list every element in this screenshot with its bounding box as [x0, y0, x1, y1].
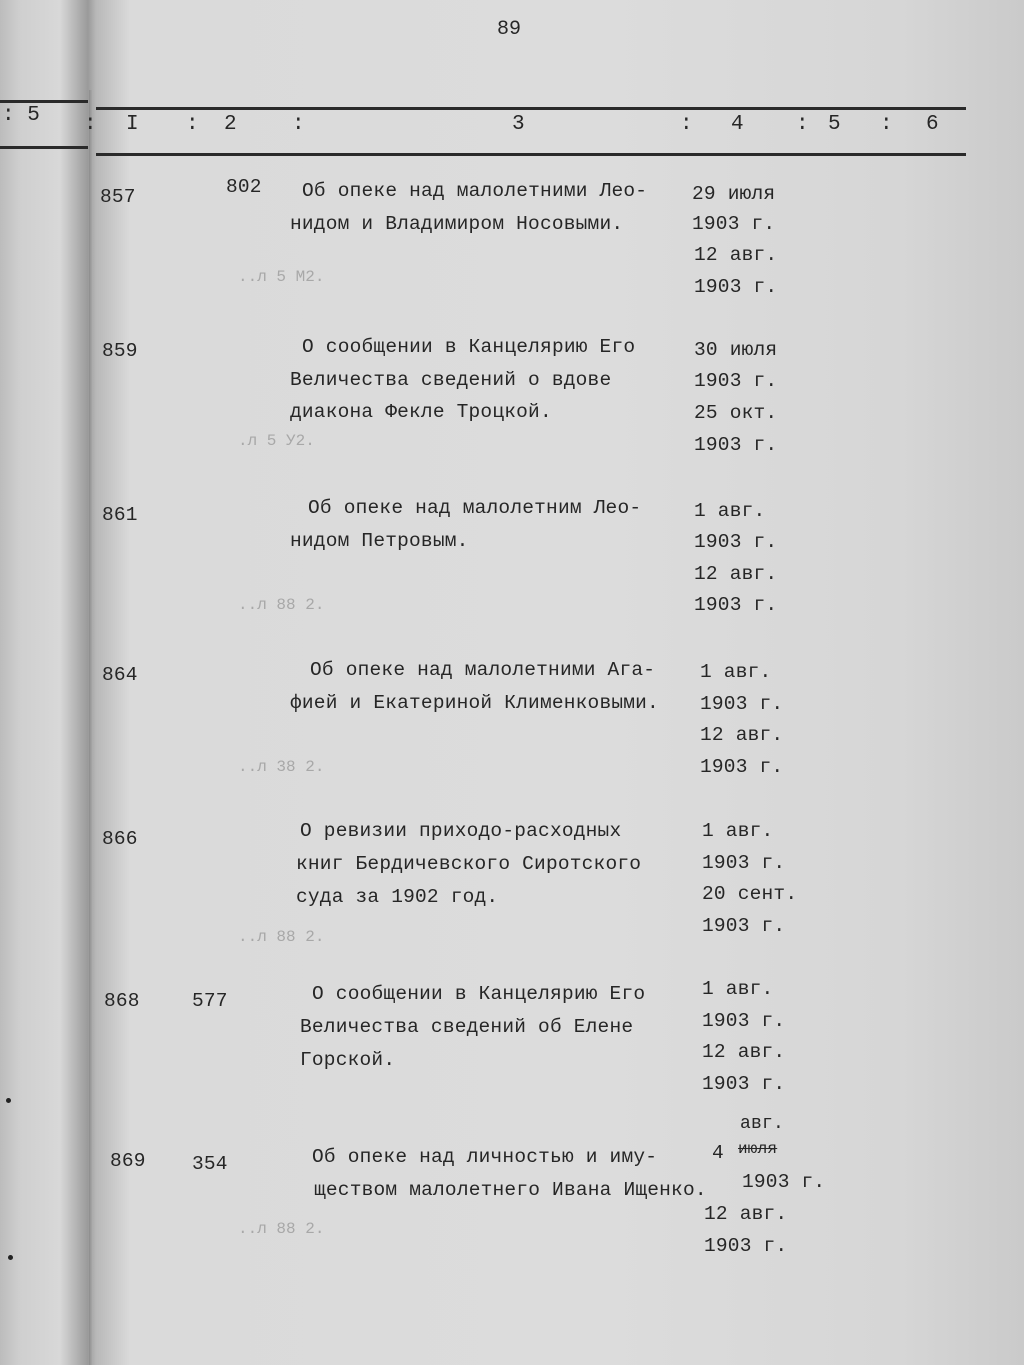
entry-date-line: 12 авг.: [704, 1203, 788, 1225]
entry-date-line: 1 авг.: [700, 661, 772, 683]
entry-title-line: фией и Екатериной Клименковыми.: [290, 692, 659, 714]
entry-date-line: 1903 г.: [702, 1073, 786, 1095]
header-rule-top: [96, 107, 966, 110]
entry-date-line: 1903 г.: [694, 594, 778, 616]
entry-date-line: 1 авг.: [694, 500, 766, 522]
entry-date-line: 1903 г.: [692, 213, 776, 235]
edge-speck: [6, 1098, 11, 1103]
entry-title-line: суда за 1902 год.: [296, 886, 499, 908]
entry-date-line: 12 авг.: [694, 563, 778, 585]
entry-title-line: книг Бердичевского Сиротского: [296, 853, 642, 875]
entry-date-line: 25 окт.: [694, 402, 778, 424]
entry-col1-number: 866: [102, 828, 138, 850]
header-separator: :: [292, 113, 305, 136]
edge-speck: [8, 1255, 13, 1260]
header-rule-top-left: [0, 100, 88, 103]
entry-col1-number: 859: [102, 340, 138, 362]
bleed-through-mark: ..л 5 М2.: [238, 268, 325, 286]
entry-date-line: 1903 г.: [700, 756, 784, 778]
entry-date-line: 1903 г.: [700, 693, 784, 715]
entry-date-line: 1903 г.: [694, 531, 778, 553]
entry-date-line: 1903 г.: [694, 370, 778, 392]
entry-date-struck: июля: [738, 1140, 778, 1158]
entry-title-line: Величества сведений о вдове: [290, 369, 612, 391]
bleed-through-mark: ..л 88 2.: [238, 1220, 325, 1238]
entry-col2-number: 354: [192, 1153, 228, 1175]
entry-date-line: 4: [712, 1142, 724, 1164]
entry-title-line: нидом Петровым.: [290, 530, 469, 552]
entry-date-line: 20 сент.: [702, 883, 798, 905]
header-col-2: 2: [224, 113, 237, 136]
bleed-through-mark: ..л 38 2.: [238, 758, 325, 776]
entry-title-line: Об опеке над малолетним Лео-: [308, 497, 642, 519]
entry-date-correction: авг.: [740, 1114, 785, 1134]
entry-date-line: 12 авг.: [702, 1041, 786, 1063]
header-col-3: 3: [512, 113, 525, 136]
entry-title-line: ществом малолетнего Ивана Ищенко.: [314, 1179, 707, 1201]
binding-gutter: [89, 90, 93, 1365]
entry-title-line: О ревизии приходо-расходных: [300, 820, 622, 842]
entry-title-line: диакона Фекле Троцкой.: [290, 401, 552, 423]
entry-col1-number: 864: [102, 664, 138, 686]
header-col-5: 5: [828, 113, 841, 136]
entry-date-line: 1903 г.: [702, 915, 786, 937]
entry-col2-number: 577: [192, 990, 228, 1012]
entry-title-line: Об опеке над малолетними Лео-: [302, 180, 648, 202]
entry-title-line: нидом и Владимиром Носовыми.: [290, 213, 624, 235]
entry-col1-number: 861: [102, 504, 138, 526]
entry-col1-number: 869: [110, 1150, 146, 1172]
header-separator: :: [84, 113, 97, 136]
bleed-through-mark: ..л 88 2.: [238, 928, 325, 946]
bleed-through-mark: ..л 88 2.: [238, 596, 325, 614]
entry-title-line: О сообщении в Канцелярию Его: [302, 336, 636, 358]
entry-date-line: 1903 г.: [702, 852, 786, 874]
entry-title-line: Об опеке над личностью и иму-: [312, 1146, 658, 1168]
entry-date-line: 1903 г.: [742, 1171, 826, 1193]
header-separator: :: [680, 113, 693, 136]
entry-date-line: 30 июля: [694, 339, 778, 361]
entry-date-line: 1 авг.: [702, 978, 774, 1000]
entry-col1-number: 857: [100, 186, 136, 208]
entry-col1-number: 868: [104, 990, 140, 1012]
header-col-6: 6: [926, 113, 939, 136]
header-col-1: I: [126, 113, 139, 136]
entry-date-line: 1903 г.: [694, 434, 778, 456]
entry-title-line: Об опеке над малолетними Ага-: [310, 659, 656, 681]
entry-date-line: 1903 г.: [702, 1010, 786, 1032]
entry-date-line: 1903 г.: [704, 1235, 788, 1257]
header-left-fragment: : 5: [2, 104, 40, 127]
entry-title-line: О сообщении в Канцелярию Его: [312, 983, 646, 1005]
header-rule-bottom-left: [0, 146, 88, 149]
header-rule-bottom: [96, 153, 966, 156]
header-separator: :: [796, 113, 809, 136]
page-number: 89: [497, 18, 522, 41]
header-col-4: 4: [731, 113, 744, 136]
entry-col2-number: 802: [226, 176, 262, 198]
entry-title-line: Величества сведений об Елене: [300, 1016, 634, 1038]
entry-date-line: 1 авг.: [702, 820, 774, 842]
entry-title-line: Горской.: [300, 1049, 396, 1071]
header-separator: :: [880, 113, 893, 136]
entry-date-line: 12 авг.: [700, 724, 784, 746]
entry-date-line: 29 июля: [692, 183, 776, 205]
entry-date-line: 1903 г.: [694, 276, 778, 298]
header-separator: :: [186, 113, 199, 136]
bleed-through-mark: .л 5 У2.: [238, 432, 315, 450]
entry-date-line: 12 авг.: [694, 244, 778, 266]
